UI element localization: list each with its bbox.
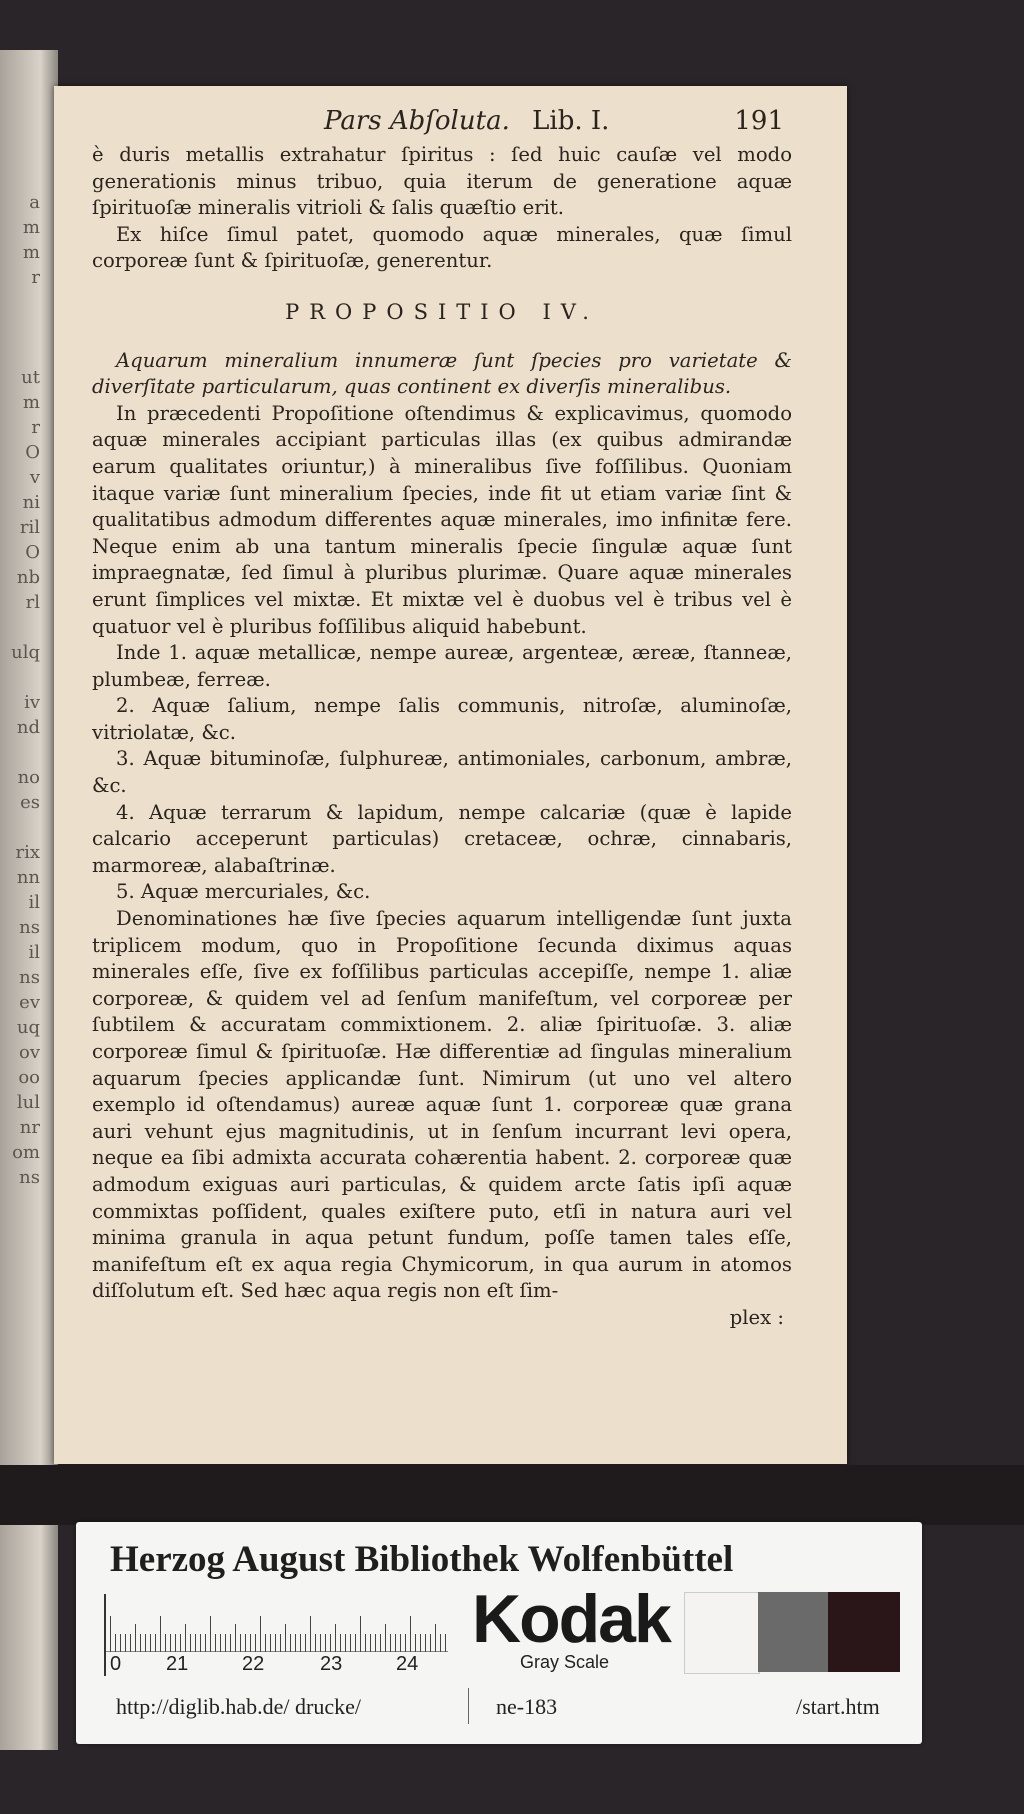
fragment-text: v — [29, 467, 40, 488]
gray-patch-mid — [758, 1592, 828, 1672]
ruler-tick — [435, 1624, 436, 1652]
ruler-tick — [390, 1634, 391, 1652]
background-stripe — [0, 1465, 1024, 1525]
ruler-tick — [175, 1634, 176, 1652]
ruler-tick — [265, 1634, 266, 1652]
ruler-tick — [280, 1634, 281, 1652]
ruler-tick — [230, 1634, 231, 1652]
fragment-text: ni — [22, 492, 40, 513]
ruler-tick — [285, 1624, 286, 1652]
ruler-tick — [300, 1634, 301, 1652]
ruler-tick — [395, 1634, 396, 1652]
kodak-logo: Kodak — [472, 1581, 670, 1657]
fragment-text: a — [29, 192, 40, 213]
fragment-text: lul — [16, 1092, 40, 1113]
url-id: ne-183 — [496, 1694, 558, 1719]
url-separator — [468, 1688, 469, 1724]
color-target-card — [76, 1522, 922, 1744]
ruler-tick — [255, 1634, 256, 1652]
list-item: 5. Aquæ mercuriales, &c. — [116, 880, 371, 904]
ruler-tick — [120, 1634, 121, 1652]
url-suffix: /start.htm — [796, 1694, 880, 1719]
ruler-tick — [290, 1634, 291, 1652]
ruler-tick — [415, 1634, 416, 1652]
fragment-text: il — [28, 942, 40, 963]
ruler-tick — [145, 1634, 146, 1652]
fragment-text: r — [31, 417, 40, 438]
ruler-tick — [195, 1634, 196, 1652]
ruler-tick — [155, 1634, 156, 1652]
ruler-tick — [260, 1616, 261, 1652]
ruler-baseline — [106, 1651, 448, 1652]
ruler-tick — [350, 1634, 351, 1652]
ruler-tick — [125, 1634, 126, 1652]
ruler-tick — [325, 1634, 326, 1652]
fragment-text: no — [17, 767, 40, 788]
ruler-number: 21 — [166, 1653, 189, 1675]
ruler-tick — [430, 1634, 431, 1652]
ruler-tick — [165, 1634, 166, 1652]
fragment-text: il — [28, 892, 40, 913]
ruler-tick — [115, 1634, 116, 1652]
ruler-tick — [215, 1634, 216, 1652]
library-title: Herzog August Bibliothek Wolfenbüttel — [110, 1539, 734, 1580]
fragment-text: nd — [16, 717, 40, 738]
ruler-tick — [420, 1634, 421, 1652]
ruler-tick — [320, 1634, 321, 1652]
list-item: 3. Aquæ bituminoſæ, ſulphureæ, antimoniales, carbonum, ambræ, &c. — [92, 747, 792, 798]
fragment-text — [0, 615, 40, 640]
ruler-tick — [220, 1634, 221, 1652]
fragment-text — [0, 315, 40, 340]
list-item: Inde 1. aquæ metallicæ, nempe aureæ, argenteæ, æreæ, ſtanneæ, plumbeæ, ferreæ. — [92, 641, 792, 691]
ruler-tick — [365, 1634, 366, 1652]
paragraph: Ex hiſce ſimul patet, quomodo aquæ minerales, quæ ſimul corporeæ ſunt & ſpirituoſæ, generentur. — [92, 222, 792, 273]
adjacent-page-fragments — [0, 190, 40, 1190]
ruler-tick — [360, 1616, 361, 1652]
ruler-tick — [370, 1634, 371, 1652]
ruler-tick — [330, 1634, 331, 1652]
fragment-text: m — [22, 242, 40, 263]
fragment-text: ns — [19, 1167, 40, 1188]
page-number: 191 — [734, 106, 784, 136]
ruler-tick — [380, 1634, 381, 1652]
ruler-tick — [340, 1634, 341, 1652]
fragment-text: ns — [19, 917, 40, 938]
fragment-text: m — [22, 217, 40, 238]
ruler-tick — [235, 1624, 236, 1652]
url-prefix: http://diglib.hab.de/ drucke/ — [116, 1694, 362, 1719]
ruler-tick — [190, 1634, 191, 1652]
gray-patch-light — [684, 1592, 760, 1674]
fragment-text — [0, 815, 40, 840]
ruler-tick — [200, 1634, 201, 1652]
ruler-tick — [185, 1624, 186, 1652]
ruler-tick — [335, 1624, 336, 1652]
fragment-text: rl — [25, 592, 40, 613]
ruler-tick — [315, 1634, 316, 1652]
fragment-text: ut — [21, 367, 40, 388]
gray-scale-label: Gray Scale — [520, 1652, 610, 1672]
fragment-text: oo — [18, 1067, 40, 1088]
running-head-lib: Lib. I. — [532, 106, 610, 136]
gray-patch-dark — [828, 1592, 900, 1672]
paragraph: è duris metallis extrahatur ſpiritus : ſed huic cauſæ vel modo generationis minus tribuo, quia iterum de generatione aquæ ſpirituoſæ mineralis vitrioli & ſalis quæſtio erit. — [92, 143, 792, 220]
ruler-tick — [440, 1634, 441, 1652]
ruler-tick — [110, 1616, 111, 1652]
fragment-text — [0, 665, 40, 690]
ruler-tick — [150, 1634, 151, 1652]
list-item: 2. Aquæ ſalium, nempe ſalis communis, nitroſæ, aluminoſæ, vitriolatæ, &c. — [92, 694, 792, 744]
fragment-text: ov — [18, 1042, 40, 1063]
paragraph: In præcedenti Propoſitione oſtendimus & explicavimus, quomodo aquæ minerales accipiant particulas illas (ex quibus admirandæ earum qualitates oriuntur,) à mineralibus ſive foſſilibus. Quoniam itaque variæ ſunt mineralium ſpecies, inde fit ut etiam variæ ſint & qualitatibus admodum differentes aquæ minerales, imo infinitæ fere. Neque enim ab una tantum mineralis ſpecie ſingulæ aquæ ſunt impraegnatæ, ſed ſimul à pluribus plurimæ. Quare aquæ minerales erunt ſimplices vel mixtæ. Et mixtæ vel è duobus vel è tribus vel è quatuor vel è pluribus foſſilibus aliquid habebunt. — [92, 401, 792, 638]
proposition-heading: PROPOSITIO IV. — [285, 299, 599, 324]
ruler-tick — [375, 1634, 376, 1652]
ruler-tick — [405, 1634, 406, 1652]
fragment-text: es — [20, 792, 40, 813]
ruler-tick — [355, 1634, 356, 1652]
ruler-tick — [225, 1634, 226, 1652]
ruler-tick — [160, 1616, 161, 1652]
ruler-number: 24 — [396, 1653, 419, 1675]
catchword: plex : — [729, 1305, 784, 1329]
fragment-text: ns — [19, 967, 40, 988]
fragment-text — [0, 740, 40, 765]
ruler-tick — [445, 1634, 446, 1652]
ruler-tick — [250, 1634, 251, 1652]
ruler-tick — [295, 1634, 296, 1652]
ruler-tick — [205, 1634, 206, 1652]
ruler-tick — [410, 1616, 411, 1652]
ruler-tick — [240, 1634, 241, 1652]
ruler-tick — [425, 1634, 426, 1652]
fragment-text — [0, 340, 40, 365]
ruler-tick — [130, 1634, 131, 1652]
fragment-text: nr — [19, 1117, 40, 1138]
ruler-tick — [345, 1634, 346, 1652]
ruler-tick — [170, 1634, 171, 1652]
fragment-text: ulq — [11, 642, 40, 663]
ruler-tick — [270, 1634, 271, 1652]
fragment-text: nn — [16, 867, 40, 888]
fragment-text: O — [25, 542, 40, 563]
ruler-tick — [210, 1616, 211, 1652]
fragment-text — [0, 290, 40, 315]
fragment-text: rix — [15, 842, 40, 863]
fragment-text: iv — [24, 692, 40, 713]
paragraph: Denominationes hæ ſive ſpecies aquarum intelligendæ ſunt juxta triplicem modum, quo in Propoſitione ſecunda diximus aquas minerales eſſe, ſive ex foſſilibus particulas accepiſſe, nempe 1. aliæ corporeæ, & quidem vel ad ſenſum manifeſtum, vel corporeæ per ſubtilem & accuratam commixtionem. 2. aliæ ſpirituoſæ. 3. aliæ corporeæ ſimul & ſpirituoſæ. Hæ differentiæ ad ſingulas mineralium aquarum ſpecies applicandæ ſunt. Nimirum (ut uno vel altero exemplo id oſtendamus) aureæ aquæ ſunt 1. corporeæ quæ grana auri vehunt ejus magnitudinis, ut in ſenſum incurrant levi opera, neque ea ſibi admixta accurata cohærentia habent. 2. corporeæ quæ admodum exiguas auri particulas, & quidem arcte ſatis ipſi aquæ commixtas poſſident, quales exiſtere puto, etſi in natura auri vel minima granula in aqua petunt fundum, poſſe tamen tales eſſe, manifeſtum eſt ex aqua regia Chymicorum, in qua aurum in atomos diſſolutum eſt. Sed hæc aqua regis non eſt ſim- — [92, 907, 792, 1303]
running-head-title: Pars Abſoluta. — [324, 106, 510, 136]
fragment-text: ev — [19, 992, 40, 1013]
fragment-text: om — [12, 1142, 40, 1163]
list-item: 4. Aquæ terrarum & lapidum, nempe calcariæ (quæ è lapide calcario acceperunt particulas) cretaceæ, ochræ, cinnabaris, marmoreæ, alabaſtrinæ. — [92, 800, 792, 877]
scale-ruler — [104, 1594, 448, 1676]
ruler-tick — [135, 1624, 136, 1652]
ruler-tick — [245, 1634, 246, 1652]
ruler-tick — [275, 1634, 276, 1652]
fragment-text: nb — [16, 567, 40, 588]
ruler-tick — [310, 1616, 311, 1652]
ruler-number: 23 — [320, 1653, 343, 1675]
fragment-text: uq — [16, 1017, 40, 1038]
ruler-tick — [140, 1634, 141, 1652]
fragment-text: ril — [19, 517, 40, 538]
fragment-text: m — [22, 392, 40, 413]
fragment-text: r — [31, 267, 40, 288]
ruler-tick — [385, 1624, 386, 1652]
ruler-tick — [305, 1634, 306, 1652]
ruler-number: 0 — [110, 1653, 122, 1675]
book-page — [54, 86, 847, 1464]
ruler-tick — [400, 1634, 401, 1652]
fragment-text: O — [25, 442, 40, 463]
proposition-statement: Aquarum mineralium innumeræ ſunt ſpecies pro varietate & diverſitate particularum, quas continent ex diverſis mineralibus. — [92, 348, 792, 399]
ruler-number: 22 — [242, 1653, 265, 1675]
running-head — [324, 106, 784, 142]
ruler-tick — [180, 1634, 181, 1652]
page-body — [92, 142, 792, 1332]
